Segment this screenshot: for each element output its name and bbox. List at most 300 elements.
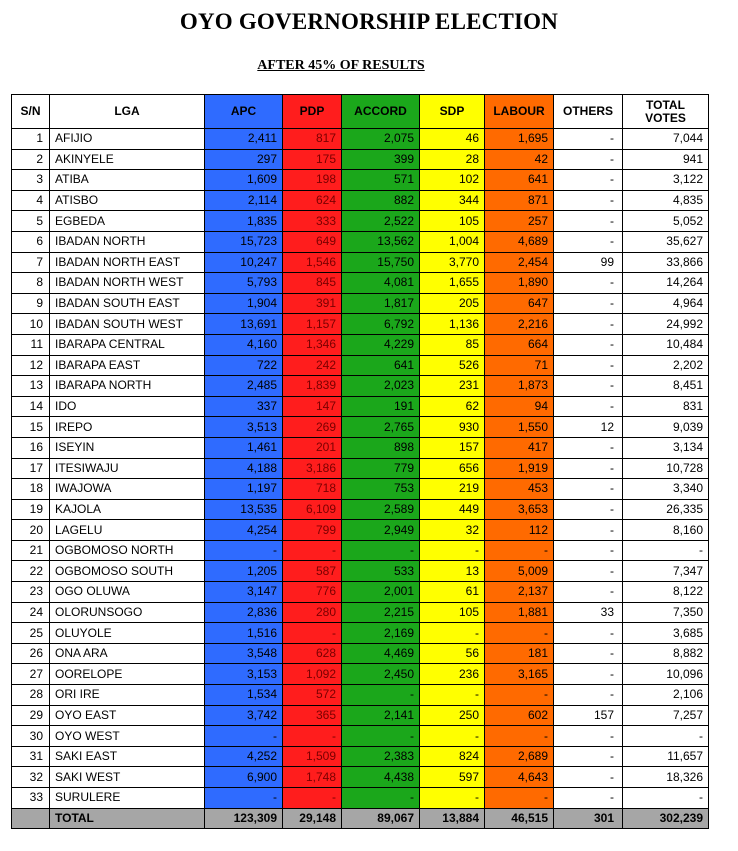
labour-cell: 4,643	[485, 767, 554, 788]
header-sn: S/N	[12, 95, 50, 129]
labour-cell: -	[485, 623, 554, 644]
total-votes-cell: 3,340	[623, 479, 709, 500]
accord-cell: 2,075	[342, 129, 420, 150]
total-votes-cell: 2,106	[623, 685, 709, 706]
total-votes-cell: -	[623, 788, 709, 809]
pdp-cell: 649	[283, 231, 342, 252]
sn-cell: 29	[12, 705, 50, 726]
pdp-cell: 624	[283, 190, 342, 211]
total-sn-cell	[12, 808, 50, 829]
others-cell: -	[554, 273, 623, 294]
total-votes-cell: 3,122	[623, 170, 709, 191]
others-cell: -	[554, 664, 623, 685]
apc-cell: 4,160	[205, 334, 283, 355]
accord-cell: 2,383	[342, 746, 420, 767]
others-cell: -	[554, 767, 623, 788]
sn-cell: 20	[12, 520, 50, 541]
page-title: OYO GOVERNORSHIP ELECTION	[179, 9, 559, 34]
sdp-cell: -	[420, 623, 485, 644]
pdp-cell: 391	[283, 293, 342, 314]
total-votes-cell: 8,160	[623, 520, 709, 541]
others-cell: -	[554, 334, 623, 355]
others-cell: -	[554, 293, 623, 314]
others-cell: -	[554, 499, 623, 520]
total-votes-cell: -	[623, 726, 709, 747]
sdp-cell: 656	[420, 458, 485, 479]
labour-cell: 641	[485, 170, 554, 191]
others-cell: 12	[554, 417, 623, 438]
pdp-cell: 718	[283, 479, 342, 500]
total-votes-cell: 8,122	[623, 582, 709, 603]
accord-cell: -	[342, 788, 420, 809]
lga-cell: LAGELU	[50, 520, 205, 541]
apc-cell: 5,793	[205, 273, 283, 294]
apc-cell: 2,485	[205, 376, 283, 397]
others-cell: -	[554, 314, 623, 335]
labour-cell: 4,689	[485, 231, 554, 252]
sdp-cell: 236	[420, 664, 485, 685]
sn-cell: 22	[12, 561, 50, 582]
apc-cell: 3,742	[205, 705, 283, 726]
sn-cell: 23	[12, 582, 50, 603]
accord-cell: 4,229	[342, 334, 420, 355]
sdp-cell: 85	[420, 334, 485, 355]
total-votes-cell: 7,257	[623, 705, 709, 726]
pdp-cell: 242	[283, 355, 342, 376]
labour-cell: 1,881	[485, 602, 554, 623]
apc-cell: 3,513	[205, 417, 283, 438]
labour-cell: 2,454	[485, 252, 554, 273]
lga-cell: IBADAN NORTH WEST	[50, 273, 205, 294]
others-cell: -	[554, 170, 623, 191]
lga-cell: IBADAN NORTH	[50, 231, 205, 252]
accord-cell: 641	[342, 355, 420, 376]
table-row	[12, 437, 709, 458]
others-cell: -	[554, 479, 623, 500]
sn-cell: 28	[12, 685, 50, 706]
lga-cell: IBARAPA EAST	[50, 355, 205, 376]
labour-cell: 1,695	[485, 129, 554, 150]
table-row	[12, 355, 709, 376]
sdp-cell: 102	[420, 170, 485, 191]
total-votes-cell: 8,451	[623, 376, 709, 397]
others-cell: -	[554, 746, 623, 767]
total-votes-cell: 8,882	[623, 643, 709, 664]
labour-cell: 71	[485, 355, 554, 376]
lga-cell: OGO OLUWA	[50, 582, 205, 603]
labour-cell: 2,216	[485, 314, 554, 335]
total-row	[12, 808, 709, 829]
total-votes-cell: 26,335	[623, 499, 709, 520]
accord-cell: 2,215	[342, 602, 420, 623]
sn-cell: 14	[12, 396, 50, 417]
labour-cell: -	[485, 540, 554, 561]
labour-cell: 94	[485, 396, 554, 417]
apc-cell: -	[205, 788, 283, 809]
sdp-cell: 32	[420, 520, 485, 541]
lga-cell: AFIJIO	[50, 129, 205, 150]
accord-cell: 15,750	[342, 252, 420, 273]
apc-cell: 3,548	[205, 643, 283, 664]
labour-cell: 1,919	[485, 458, 554, 479]
lga-cell: IBADAN SOUTH WEST	[50, 314, 205, 335]
apc-cell: 13,535	[205, 499, 283, 520]
sn-cell: 4	[12, 190, 50, 211]
labour-cell: 664	[485, 334, 554, 355]
labour-cell: 2,137	[485, 582, 554, 603]
sn-cell: 5	[12, 211, 50, 232]
accord-cell: 2,765	[342, 417, 420, 438]
table-row	[12, 602, 709, 623]
accord-cell: 2,141	[342, 705, 420, 726]
total-label: TOTAL	[50, 808, 205, 829]
accord-cell: 13,562	[342, 231, 420, 252]
lga-cell: SAKI EAST	[50, 746, 205, 767]
others-cell: -	[554, 582, 623, 603]
accord-cell: 4,438	[342, 767, 420, 788]
lga-cell: KAJOLA	[50, 499, 205, 520]
total-votes-cell: 10,728	[623, 458, 709, 479]
table-row	[12, 273, 709, 294]
pdp-cell: 1,157	[283, 314, 342, 335]
others-cell: -	[554, 149, 623, 170]
apc-cell: 1,205	[205, 561, 283, 582]
others-cell: -	[554, 788, 623, 809]
pdp-cell: 3,186	[283, 458, 342, 479]
sn-cell: 33	[12, 788, 50, 809]
table-row	[12, 726, 709, 747]
apc-cell: 1,461	[205, 437, 283, 458]
sdp-cell: 56	[420, 643, 485, 664]
total-votes-cell: 4,964	[623, 293, 709, 314]
apc-cell: 2,411	[205, 129, 283, 150]
pdp-cell: 572	[283, 685, 342, 706]
sdp-cell: 597	[420, 767, 485, 788]
apc-cell: 2,114	[205, 190, 283, 211]
pdp-cell: -	[283, 540, 342, 561]
accord-cell: 898	[342, 437, 420, 458]
lga-cell: OGBOMOSO NORTH	[50, 540, 205, 561]
table-row	[12, 149, 709, 170]
pdp-cell: 365	[283, 705, 342, 726]
table-row	[12, 685, 709, 706]
sdp-cell: 1,004	[420, 231, 485, 252]
apc-cell: -	[205, 726, 283, 747]
pdp-cell: 1,839	[283, 376, 342, 397]
total-votes-cell: 14,264	[623, 273, 709, 294]
apc-cell: 1,609	[205, 170, 283, 191]
table-row	[12, 211, 709, 232]
labour-cell: 1,873	[485, 376, 554, 397]
apc-cell: 2,836	[205, 602, 283, 623]
lga-cell: IBARAPA CENTRAL	[50, 334, 205, 355]
lga-cell: IBADAN SOUTH EAST	[50, 293, 205, 314]
pdp-cell: 6,109	[283, 499, 342, 520]
pdp-cell: 799	[283, 520, 342, 541]
others-cell: -	[554, 561, 623, 582]
pdp-cell: 1,509	[283, 746, 342, 767]
total-sdp: 13,884	[420, 808, 485, 829]
table-row	[12, 767, 709, 788]
labour-cell: 871	[485, 190, 554, 211]
sn-cell: 15	[12, 417, 50, 438]
sn-cell: 19	[12, 499, 50, 520]
pdp-cell: 269	[283, 417, 342, 438]
others-cell: 157	[554, 705, 623, 726]
apc-cell: 1,516	[205, 623, 283, 644]
apc-cell: 1,835	[205, 211, 283, 232]
total-apc: 123,309	[205, 808, 283, 829]
sdp-cell: -	[420, 685, 485, 706]
pdp-cell: 776	[283, 582, 342, 603]
sn-cell: 17	[12, 458, 50, 479]
table-row	[12, 334, 709, 355]
others-cell: 33	[554, 602, 623, 623]
table-row	[12, 396, 709, 417]
lga-cell: SURULERE	[50, 788, 205, 809]
others-cell: -	[554, 231, 623, 252]
sdp-cell: 231	[420, 376, 485, 397]
others-cell: -	[554, 437, 623, 458]
apc-cell: 297	[205, 149, 283, 170]
apc-cell: 6,900	[205, 767, 283, 788]
sdp-cell: 930	[420, 417, 485, 438]
accord-cell: -	[342, 540, 420, 561]
lga-cell: ISEYIN	[50, 437, 205, 458]
accord-cell: 753	[342, 479, 420, 500]
labour-cell: 1,890	[485, 273, 554, 294]
others-cell: -	[554, 685, 623, 706]
sn-cell: 8	[12, 273, 50, 294]
table-row	[12, 561, 709, 582]
others-cell: -	[554, 458, 623, 479]
pdp-cell: 201	[283, 437, 342, 458]
labour-cell: 257	[485, 211, 554, 232]
sdp-cell: 13	[420, 561, 485, 582]
sn-cell: 31	[12, 746, 50, 767]
apc-cell: 1,197	[205, 479, 283, 500]
sn-cell: 12	[12, 355, 50, 376]
table-row	[12, 458, 709, 479]
lga-cell: OORELOPE	[50, 664, 205, 685]
sn-cell: 11	[12, 334, 50, 355]
header-accord: ACCORD	[342, 95, 420, 129]
labour-cell: 1,550	[485, 417, 554, 438]
pdp-cell: 198	[283, 170, 342, 191]
lga-cell: AKINYELE	[50, 149, 205, 170]
pdp-cell: 628	[283, 643, 342, 664]
table-row	[12, 252, 709, 273]
table-row	[12, 664, 709, 685]
table-row	[12, 170, 709, 191]
sdp-cell: 28	[420, 149, 485, 170]
pdp-cell: 147	[283, 396, 342, 417]
table-row	[12, 417, 709, 438]
apc-cell: 10,247	[205, 252, 283, 273]
others-cell: -	[554, 355, 623, 376]
total-votes-cell: 7,347	[623, 561, 709, 582]
total-votes-cell: 3,134	[623, 437, 709, 458]
accord-cell: 571	[342, 170, 420, 191]
others-cell: -	[554, 396, 623, 417]
lga-cell: OGBOMOSO SOUTH	[50, 561, 205, 582]
header-labour: LABOUR	[485, 95, 554, 129]
apc-cell: 722	[205, 355, 283, 376]
total-pdp: 29,148	[283, 808, 342, 829]
total-votes-cell: 18,326	[623, 767, 709, 788]
labour-cell: 5,009	[485, 561, 554, 582]
others-cell: -	[554, 623, 623, 644]
labour-cell: 181	[485, 643, 554, 664]
sdp-cell: -	[420, 540, 485, 561]
others-cell: -	[554, 190, 623, 211]
table-body	[12, 129, 709, 809]
accord-cell: 2,522	[342, 211, 420, 232]
accord-cell: 2,001	[342, 582, 420, 603]
lga-cell: OLORUNSOGO	[50, 602, 205, 623]
table-row	[12, 746, 709, 767]
others-cell: -	[554, 726, 623, 747]
pdp-cell: -	[283, 788, 342, 809]
labour-cell: 417	[485, 437, 554, 458]
total-votes-cell: -	[623, 540, 709, 561]
labour-cell: 3,165	[485, 664, 554, 685]
table-row	[12, 623, 709, 644]
accord-cell: 1,817	[342, 293, 420, 314]
lga-cell: OYO WEST	[50, 726, 205, 747]
labour-cell: -	[485, 788, 554, 809]
apc-cell: 1,904	[205, 293, 283, 314]
accord-cell: 399	[342, 149, 420, 170]
labour-cell: 112	[485, 520, 554, 541]
pdp-cell: 1,546	[283, 252, 342, 273]
accord-cell: -	[342, 685, 420, 706]
sdp-cell: 61	[420, 582, 485, 603]
accord-cell: 882	[342, 190, 420, 211]
lga-cell: IBADAN NORTH EAST	[50, 252, 205, 273]
pdp-cell: 1,092	[283, 664, 342, 685]
sdp-cell: 1,655	[420, 273, 485, 294]
others-cell: 99	[554, 252, 623, 273]
apc-cell: 4,254	[205, 520, 283, 541]
lga-cell: IREPO	[50, 417, 205, 438]
total-votes-cell: 3,685	[623, 623, 709, 644]
accord-cell: 2,023	[342, 376, 420, 397]
sdp-cell: 219	[420, 479, 485, 500]
apc-cell: -	[205, 540, 283, 561]
sn-cell: 13	[12, 376, 50, 397]
accord-cell: 191	[342, 396, 420, 417]
total-votes-cell: 4,835	[623, 190, 709, 211]
apc-cell: 4,252	[205, 746, 283, 767]
apc-cell: 3,147	[205, 582, 283, 603]
pdp-cell: 333	[283, 211, 342, 232]
accord-cell: 533	[342, 561, 420, 582]
total-votes-cell: 5,052	[623, 211, 709, 232]
total-votes-cell: 831	[623, 396, 709, 417]
sdp-cell: 449	[420, 499, 485, 520]
table-row	[12, 293, 709, 314]
table-row	[12, 314, 709, 335]
lga-cell: SAKI WEST	[50, 767, 205, 788]
accord-cell: -	[342, 726, 420, 747]
table-row	[12, 479, 709, 500]
others-cell: -	[554, 540, 623, 561]
lga-cell: IBARAPA NORTH	[50, 376, 205, 397]
labour-cell: 647	[485, 293, 554, 314]
accord-cell: 4,081	[342, 273, 420, 294]
table-row	[12, 788, 709, 809]
others-cell: -	[554, 211, 623, 232]
accord-cell: 779	[342, 458, 420, 479]
lga-cell: ORI IRE	[50, 685, 205, 706]
labour-cell: 3,653	[485, 499, 554, 520]
total-votes-cell: 10,096	[623, 664, 709, 685]
sdp-cell: 1,136	[420, 314, 485, 335]
sn-cell: 3	[12, 170, 50, 191]
sn-cell: 2	[12, 149, 50, 170]
sdp-cell: 824	[420, 746, 485, 767]
labour-cell: 453	[485, 479, 554, 500]
total-votes: 302,239	[623, 808, 709, 829]
lga-cell: IDO	[50, 396, 205, 417]
apc-cell: 3,153	[205, 664, 283, 685]
lga-cell: OLUYOLE	[50, 623, 205, 644]
header-lga: LGA	[50, 95, 205, 129]
pdp-cell: -	[283, 726, 342, 747]
page-subtitle: AFTER 45% OF RESULTS	[257, 58, 425, 73]
header-sdp: SDP	[420, 95, 485, 129]
sdp-cell: 3,770	[420, 252, 485, 273]
pdp-cell: 817	[283, 129, 342, 150]
sn-cell: 32	[12, 767, 50, 788]
labour-cell: 2,689	[485, 746, 554, 767]
sdp-cell: 344	[420, 190, 485, 211]
sn-cell: 16	[12, 437, 50, 458]
pdp-cell: 1,346	[283, 334, 342, 355]
sn-cell: 30	[12, 726, 50, 747]
labour-cell: -	[485, 685, 554, 706]
table-header-row	[12, 95, 709, 129]
sn-cell: 21	[12, 540, 50, 561]
total-votes-cell: 24,992	[623, 314, 709, 335]
sn-cell: 24	[12, 602, 50, 623]
header-pdp: PDP	[283, 95, 342, 129]
lga-cell: ATIBA	[50, 170, 205, 191]
sdp-cell: 105	[420, 602, 485, 623]
sn-cell: 7	[12, 252, 50, 273]
lga-cell: ATISBO	[50, 190, 205, 211]
accord-cell: 2,169	[342, 623, 420, 644]
labour-cell: 602	[485, 705, 554, 726]
accord-cell: 2,949	[342, 520, 420, 541]
total-accord: 89,067	[342, 808, 420, 829]
table-row	[12, 376, 709, 397]
table-row	[12, 190, 709, 211]
header-apc: APC	[205, 95, 283, 129]
sn-cell: 10	[12, 314, 50, 335]
table-row	[12, 540, 709, 561]
sdp-cell: -	[420, 788, 485, 809]
sdp-cell: 205	[420, 293, 485, 314]
total-votes-cell: 7,044	[623, 129, 709, 150]
sdp-cell: 46	[420, 129, 485, 150]
table-row	[12, 499, 709, 520]
sdp-cell: 105	[420, 211, 485, 232]
sn-cell: 18	[12, 479, 50, 500]
header-others: OTHERS	[554, 95, 623, 129]
sn-cell: 25	[12, 623, 50, 644]
